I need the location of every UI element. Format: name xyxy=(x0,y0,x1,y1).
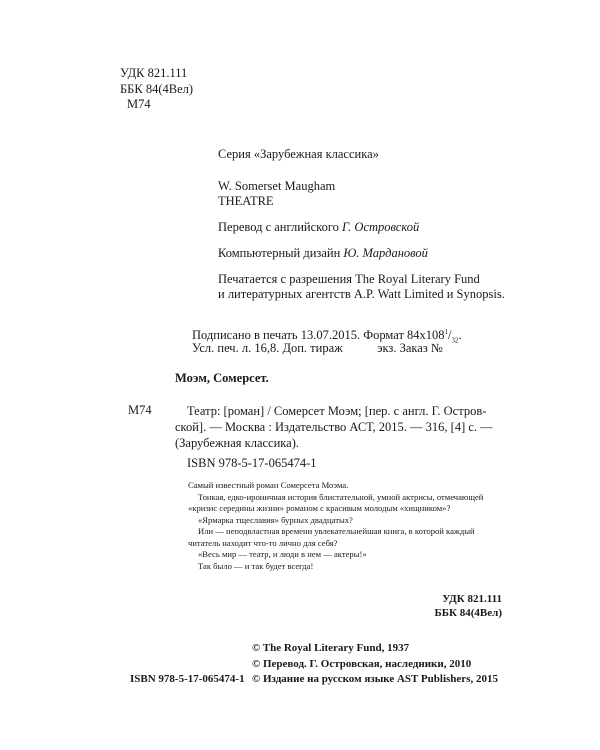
translator-name: Г. Островской xyxy=(342,220,420,234)
design-prefix: Компьютерный дизайн xyxy=(218,246,344,260)
copyright-line-3: © Издание на русском языке AST Publishers, 2015 xyxy=(252,673,498,685)
format-sub: 32 xyxy=(451,336,459,345)
biblio-line-2: ской]. — Москва : Издательство АСТ, 2015. — 316, [4] с. — xyxy=(175,420,493,434)
copyright-line-2: © Перевод. Г. Островская, наследники, 2010 xyxy=(252,657,472,670)
print-info-line-1: Подписано в печать 13.07.2015. Формат $84x108^1/_{32}$. xyxy=(192,328,462,345)
biblio-isbn: ISBN 978-5-17-065474-1 xyxy=(187,456,317,470)
bbk-block xyxy=(435,592,503,620)
permission-line-2: и литературных агентств A.P. Watt Limited и Synopsis. xyxy=(218,287,505,301)
designer-name: Ю. Мардановой xyxy=(343,246,428,260)
biblio-line-1: Театр: [роман] / Сомерсет Моэм; [пер. с англ. Г. Остров- xyxy=(187,404,487,418)
biblio-author: Моэм, Сомерсет. xyxy=(175,371,269,385)
annotation-line: «Весь мир — театр, и люди в нем — актеры!» xyxy=(198,549,367,559)
original-title: THEATRE xyxy=(218,194,274,208)
annotation-line: Так было — и так будет всегда! xyxy=(198,560,314,571)
annotation-line: «Ярмарка тщеславия» бурных двадцатых? xyxy=(198,514,353,525)
annotation-line: Самый известный роман Сомерсета Моэма. xyxy=(188,480,349,490)
biblio-line-3: (Зарубежная классика). xyxy=(175,436,299,450)
udk-code: УДК 821.111 xyxy=(120,66,188,80)
footer-isbn: ISBN 978-5-17-065474-1 xyxy=(130,673,245,685)
copyright-line-1: © The Royal Literary Fund, 1937 xyxy=(252,642,410,654)
translation-line xyxy=(218,220,419,236)
format-sup: 1 xyxy=(444,328,449,336)
permission-line-1: Печатается с разрешения The Royal Literary Fund xyxy=(218,272,480,286)
copyright-block xyxy=(252,641,498,688)
annotation xyxy=(188,480,508,572)
bbk-block-bbk: ББК 84(4Вел) xyxy=(434,607,502,619)
bbk-code: ББК 84(4Вел) xyxy=(120,81,194,96)
annotation-line: Или — неподвластная времени увлекательнейшая книга, в которой каждый читатель находит что-то лично для себя? xyxy=(188,526,475,548)
original-author: W. Somerset Maugham xyxy=(218,179,336,193)
design-line xyxy=(218,246,428,262)
print-info-suffix: . xyxy=(458,328,462,343)
annotation-line: Тонкая, едко-ироничная история блистательной, умной актрисы, отмечающей «кризис середины жизни» романом с красивым молодым «хищником»? xyxy=(188,491,484,513)
author-mark: М74 xyxy=(127,97,151,111)
series-line: Серия «Зарубежная классика» xyxy=(218,147,379,161)
translation-prefix: Перевод с английского xyxy=(218,220,343,234)
print-info-text: Подписано в печать 13.07.2015. Формат 84x108 xyxy=(192,328,445,343)
classification-codes xyxy=(120,66,193,113)
bbk-block-udk: УДК 821.111 xyxy=(442,593,502,605)
biblio-author-mark: М74 xyxy=(128,403,152,417)
biblio-record xyxy=(175,403,493,451)
print-info-line-2: Усл. печ. л. 16,8. Доп. тираж экз. Заказ № xyxy=(192,341,443,355)
